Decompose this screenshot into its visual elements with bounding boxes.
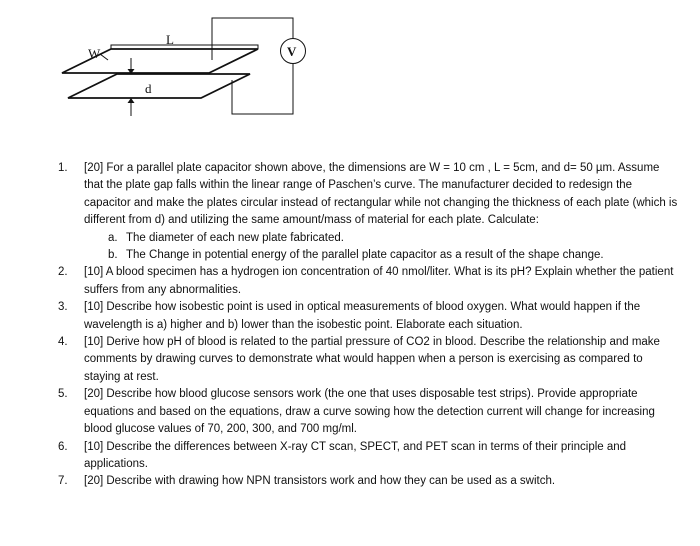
question-text: [10] Describe the differences between X-ray CT scan, SPECT, and PET scan in terms of their principle and applications. bbox=[84, 440, 627, 470]
sub-question-text: The diameter of each new plate fabricated. bbox=[126, 231, 344, 244]
question-number: 3. bbox=[58, 301, 68, 314]
question-text: [10] Derive how pH of blood is related to the partial pressure of CO2 in blood. Describe the relationship and make comments by drawing curves to demonstrate what would happen when a person is exercising as compared to staying at rest. bbox=[84, 336, 660, 383]
sub-question-b bbox=[108, 247, 680, 264]
question-5 bbox=[58, 386, 680, 438]
question-2 bbox=[58, 264, 680, 299]
question-number: 5. bbox=[58, 388, 68, 401]
question-text: [20] For a parallel plate capacitor shown above, the dimensions are W = 10 cm , L = 5cm, and d= 50 µm. Assume that the plate gap falls within the linear range of Paschen’s curve. The manufacturer decided to redesign the capacitor and make the plates circular instead of rectangular while not changing the thickness of each plate (which is different from d) and utilizing the same amount/mass of material for each plate. Calculate: bbox=[84, 162, 678, 227]
question-text: [20] Describe with drawing how NPN transistors work and how they can be used as a switch. bbox=[84, 475, 556, 488]
question-list bbox=[58, 160, 680, 491]
question-1 bbox=[58, 160, 680, 264]
question-text: [10] Describe how isobestic point is used in optical measurements of blood oxygen. What would happen if the wavelength is a) higher and b) lower than the isobestic point. Elaborate each situation. bbox=[84, 301, 641, 331]
question-text: [10] A blood specimen has a hydrogen ion concentration of 40 nmol/liter. What is its pH? Explain whether the patient suffers from any abnormalities. bbox=[84, 266, 674, 296]
width-label: W bbox=[88, 46, 101, 61]
question-text: [20] Describe how blood glucose sensors work (the one that uses disposable test strips). Provide appropriate equations and based on the equations, draw a curve sowing how the detection current will change for increasing blood glucose values of 70, 200, 300, and 700 mg/ml. bbox=[84, 388, 655, 436]
question-number: 6. bbox=[58, 440, 68, 453]
question-4 bbox=[58, 334, 680, 386]
question-7 bbox=[58, 473, 680, 490]
voltmeter-label: V bbox=[287, 44, 297, 59]
question-number: 4. bbox=[58, 336, 68, 349]
sub-question-a bbox=[108, 230, 680, 247]
width-marker bbox=[100, 54, 108, 60]
question-3 bbox=[58, 299, 680, 334]
question-number: 2. bbox=[58, 266, 68, 279]
sub-question-text: The Change in potential energy of the parallel plate capacitor as a result of the shape change. bbox=[126, 249, 604, 262]
bottom-plate bbox=[68, 74, 250, 98]
sub-question-letter: a. bbox=[108, 231, 118, 244]
question-number: 7. bbox=[58, 475, 68, 488]
question-number: 1. bbox=[58, 162, 68, 174]
sub-question-list bbox=[84, 230, 680, 265]
capacitor-circuit-diagram bbox=[0, 0, 700, 150]
question-6 bbox=[58, 439, 680, 474]
length-label: L bbox=[166, 32, 174, 47]
gap-label: d bbox=[145, 81, 152, 96]
sub-question-letter: b. bbox=[108, 249, 118, 262]
circuit-wire-bottom bbox=[232, 64, 293, 114]
